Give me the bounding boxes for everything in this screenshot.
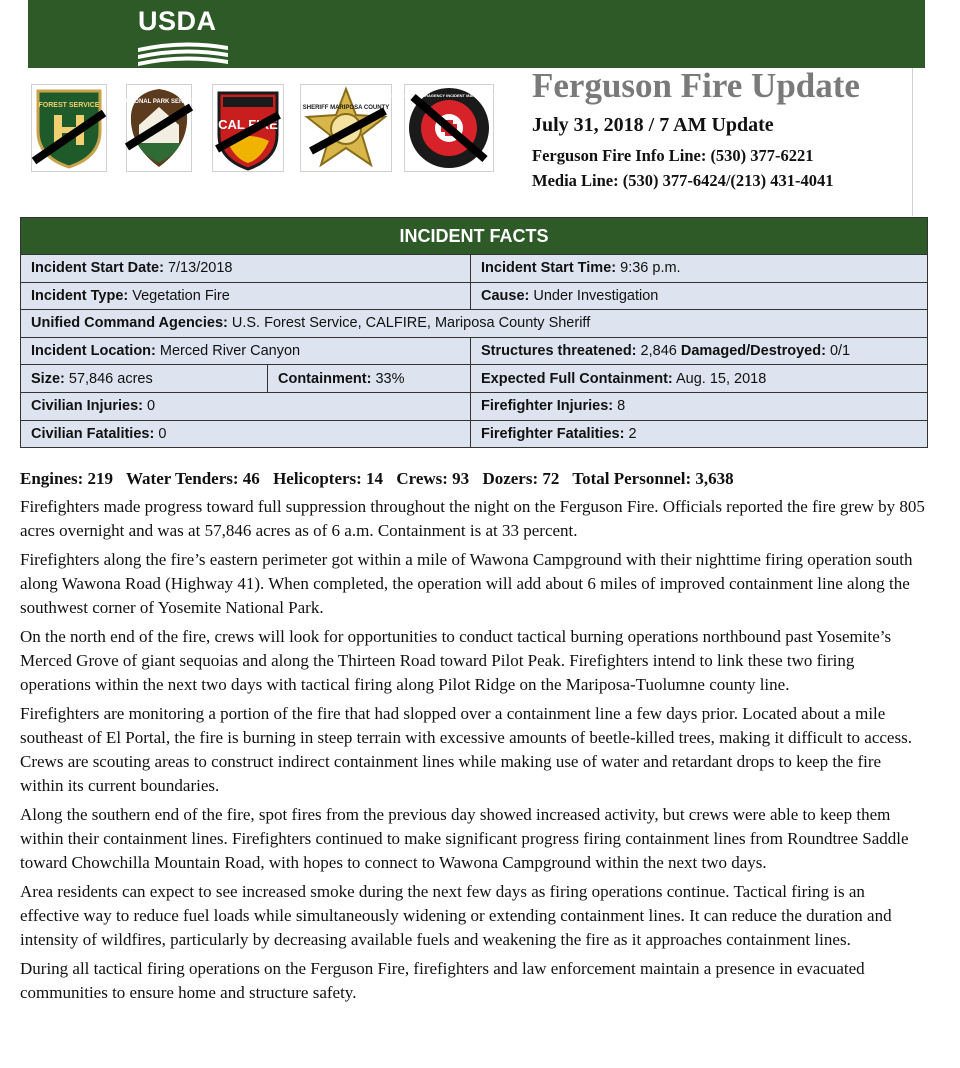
- table-row: [21, 420, 928, 448]
- fact-label: Containment:: [278, 370, 372, 387]
- engines-count: Engines: 219: [20, 469, 114, 488]
- fact-label: Expected Full Containment:: [481, 370, 673, 387]
- forest-service-shield-icon: [32, 85, 106, 171]
- page-title: Ferguson Fire Update: [532, 66, 860, 105]
- table-row: [21, 255, 928, 283]
- update-body: [20, 495, 925, 1010]
- fact-label: Incident Type:: [31, 287, 129, 304]
- paragraph: During all tactical firing operations on the Ferguson Fire, firefighters and law enforcement maintain a presence in evacuated communities to ensure home and structure safety.: [20, 959, 865, 1002]
- california-interagency-incident-management-team-logo: [390, 84, 508, 172]
- fact-value: 8: [617, 398, 626, 415]
- incident-facts-heading: INCIDENT FACTS: [21, 218, 928, 255]
- table-row: [21, 365, 928, 393]
- us-forest-service-logo: [31, 84, 107, 172]
- fact-label: Unified Command Agencies:: [31, 315, 228, 332]
- fact-value: U.S. Forest Service, CALFIRE, Mariposa County Sheriff: [231, 315, 591, 332]
- update-date: July 31, 2018 / 7 AM Update: [532, 114, 774, 136]
- paragraph: Along the southern end of the fire, spot fires from the previous day showed increased activity, but crews were able to keep them within their containment lines. Firefighters continued to make significant progress firing containment lines from Roundtree Saddle toward Chowchilla Mountain Road, with hopes to connect to Wawona Campground within the next two days.: [20, 805, 909, 872]
- cal-fire-logo: [212, 84, 284, 172]
- logo-caption: CALIFORNIA INTERAGENCY INCIDENT MANAGEMENT TEAM: [390, 93, 508, 98]
- paragraph: Area residents can expect to see increased smoke during the next few days as firing operations continue. Tactical firing is an effective way to reduce fuel loads while simultaneously widening or extending containment lines. It can reduce the duration and intensity of wildfires, particularly by decreasing available fuels and weakening the fire as it approaches containment lines.: [20, 882, 892, 949]
- fact-label: Firefighter Fatalities:: [481, 425, 625, 442]
- paragraph: Firefighters along the fire’s eastern perimeter got within a mile of Wawona Campground with their nighttime firing operation south along Wawona Road (Highway 41). When completed, the operation will add about 6 miles of improved containment line along the southwest corner of Yosemite National Park.: [20, 550, 913, 617]
- fact-value: 7/13/2018: [167, 260, 233, 277]
- resources-summary: [20, 469, 743, 489]
- cal-fire-badge-icon: [213, 85, 283, 171]
- fact-label: Civilian Injuries:: [31, 398, 143, 415]
- crews-count: Crews: 93: [396, 469, 470, 488]
- national-park-service-logo: [120, 84, 198, 172]
- usda-logo-text: USDA: [138, 6, 217, 36]
- usda-swoosh-icon: [138, 42, 228, 66]
- logo-caption: FOREST SERVICE: [38, 102, 100, 109]
- total-personnel-count: Total Personnel: 3,638: [572, 469, 734, 488]
- fact-value: 2: [628, 425, 637, 442]
- usda-banner: [28, 0, 925, 68]
- paragraph: Firefighters are monitoring a portion of the fire that had slopped over a containment line a few days prior. Located about a mile southeast of El Portal, the fire is burning in steep terrain with excessive amounts of beetle-killed trees, making it difficult to access. Crews are scouting areas to construct indirect containment lines while making use of water and retardant drops to keep the fire within its current boundaries.: [20, 704, 912, 795]
- table-row: [21, 337, 928, 365]
- paragraph: Firefighters made progress toward full suppression throughout the night on the Ferguson Fire. Officials reported the fire grew by 805 acres overnight and was at 57,846 acres as of 6 a.m. Containment is at 33 percent.: [20, 497, 925, 540]
- fact-value: 0: [158, 425, 167, 442]
- fact-label: Incident Location:: [31, 343, 156, 360]
- table-row: [21, 392, 928, 420]
- fact-value: 9:36 p.m.: [620, 260, 681, 277]
- mariposa-county-sheriff-logo: [300, 84, 392, 172]
- fact-value: 57,846 acres: [68, 370, 153, 387]
- fact-label: Cause:: [481, 287, 530, 304]
- fact-value: 0/1: [829, 343, 851, 360]
- sheriff-star-icon: [301, 85, 391, 171]
- park-service-arrowhead-icon: [120, 85, 198, 171]
- fact-label: Incident Start Time:: [481, 260, 617, 277]
- incident-team-seal-icon: [390, 85, 508, 171]
- header-divider: [912, 68, 913, 216]
- fact-label: Damaged/Destroyed:: [680, 343, 826, 360]
- fact-value: 33%: [375, 370, 405, 387]
- fact-value: Aug. 15, 2018: [675, 370, 767, 387]
- fact-value: Vegetation Fire: [132, 287, 230, 304]
- fact-label: Size:: [31, 370, 65, 387]
- fact-value: 2,846: [640, 343, 677, 360]
- fact-value: Merced River Canyon: [159, 343, 301, 360]
- logo-caption: NATIONAL PARK SERVICE: [120, 99, 198, 105]
- fact-label: Structures threatened:: [481, 343, 637, 360]
- fact-value: 0: [147, 398, 156, 415]
- logo-caption: SHERIFF MARIPOSA COUNTY: [302, 105, 390, 111]
- fact-label: Firefighter Injuries:: [481, 398, 614, 415]
- dozers-count: Dozers: 72: [482, 469, 560, 488]
- fact-label: Incident Start Date:: [31, 260, 164, 277]
- paragraph: On the north end of the fire, crews will look for opportunities to conduct tactical burning operations northbound past Yosemite’s Merced Grove of giant sequoias and along the Thirteen Road toward Pilot Peak. Firefighters intend to link these two firing operations within the next two days with tactical firing along Pilot Ridge on the Mariposa-Tuolumne county line.: [20, 627, 892, 694]
- media-line: Media Line: (530) 377-6424/(213) 431-4041: [532, 171, 834, 190]
- incident-facts-table: [20, 217, 928, 448]
- usda-logo[interactable]: [138, 8, 230, 63]
- logo-caption: CAL FIRE: [218, 117, 278, 132]
- water-tenders-count: Water Tenders: 46: [126, 469, 260, 488]
- info-line: Ferguson Fire Info Line: (530) 377-6221: [532, 146, 814, 165]
- helicopters-count: Helicopters: 14: [273, 469, 384, 488]
- fact-label: Civilian Fatalities:: [31, 425, 155, 442]
- table-row: [21, 310, 928, 338]
- table-row: [21, 282, 928, 310]
- fact-value: Under Investigation: [533, 287, 659, 304]
